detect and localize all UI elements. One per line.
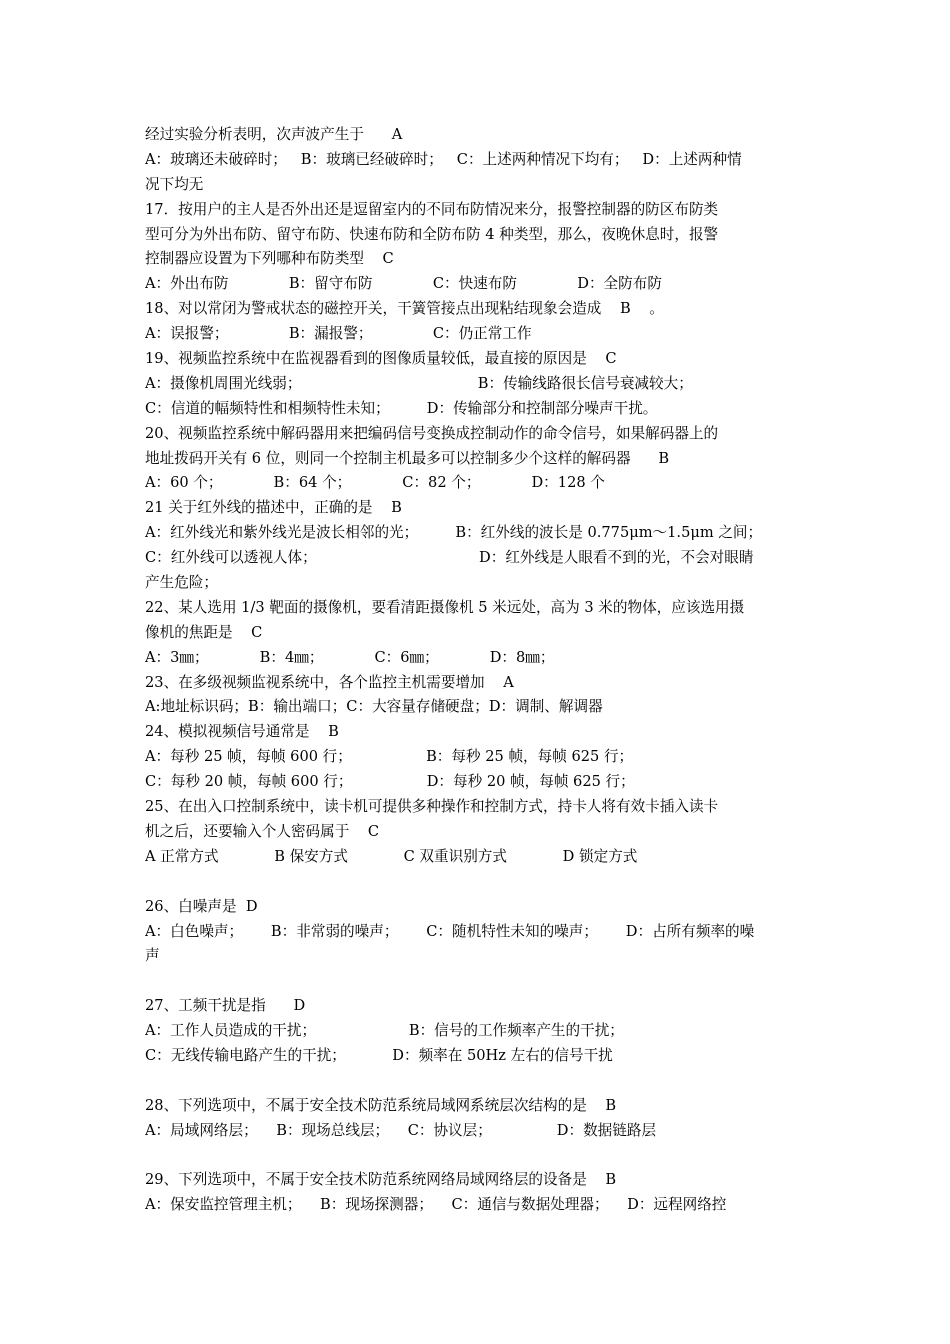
text-line: 19、视频监控系统中在监视器看到的图像质量较低，最直接的原因是 C <box>145 350 617 368</box>
text-line: A：保安监控管理主机； B：现场探测器； C：通信与数据处理器； D：远程网络控 <box>145 1196 727 1214</box>
blank-line <box>145 1144 805 1169</box>
text-line: 像机的焦距是 C <box>145 623 263 641</box>
text-line: A 正常方式 B 保安方式 C 双重识别方式 D 锁定方式 <box>145 847 638 865</box>
text-line: C：红外线可以透视人体； D：红外线是人眼看不到的光，不会对眼睛 <box>145 549 754 567</box>
text-line: A：摄像机周围光线弱； B：传输线路很长信号衰减较大； <box>145 374 693 392</box>
text-line: 24、模拟视频信号通常是 B <box>145 723 339 741</box>
text-line: 28、下列选项中，不属于安全技术防范系统局域网系统层次结构的是 B <box>145 1096 617 1114</box>
text-line: A：60 个； B：64 个； C：82 个； D：128 个 <box>145 474 605 492</box>
blank-line <box>145 969 805 994</box>
text-line: 型可分为外出布防、留守布防、快速布防和全防布防 4 种类型，那么，夜晚休息时，报警 <box>145 225 719 243</box>
text-line: C：无线传输电路产生的干扰； D：频率在 50Hz 左右的信号干扰 <box>145 1046 613 1064</box>
text-line: A：3㎜； B：4㎜； C：6㎜； D：8㎜； <box>145 648 555 666</box>
text-line: 20、视频监控系统中解码器用来把编码信号变换成控制动作的命令信号，如果解码器上的 <box>145 424 719 442</box>
text-line: A：外出布防 B：留守布防 C：快速布防 D：全防布防 <box>145 275 662 293</box>
text-line: 机之后，还要输入个人密码属于 C <box>145 822 380 840</box>
text-line: 况下均无 <box>145 175 204 193</box>
text-line: 21 关于红外线的描述中，正确的是 B <box>145 499 402 517</box>
text-line: A：局域网络层； B：现场总线层； C：协议层； D：数据链路层 <box>145 1121 657 1139</box>
text-line: C：每秒 20 帧，每帧 600 行； D：每秒 20 帧，每帧 625 行； <box>145 773 635 791</box>
text-line: 26、白噪声是 D <box>145 897 258 915</box>
text-line: 控制器应设置为下列哪种布防类型 C <box>145 250 394 268</box>
text-line: 25、在出入口控制系统中，读卡机可提供多种操作和控制方式，持卡人将有效卡插入读卡 <box>145 798 719 816</box>
text-line: 18、对以常闭为警戒状态的磁控开关，干簧管接点出现粘结现象会造成 B 。 <box>145 300 664 318</box>
text-line: A：红外线光和紫外线光是波长相邻的光； B：红外线的波长是 0.775μm～1.5μm 之间； <box>145 524 763 542</box>
text-line: A：每秒 25 帧，每帧 600 行； B：每秒 25 帧，每帧 625 行； <box>145 748 634 766</box>
text-line: 22、某人选用 1/3 靶面的摄像机，要看清距摄像机 5 米远处，高为 3 米的物体，应该选用摄 <box>145 598 745 616</box>
text-line: 经过实验分析表明，次声波产生于 A <box>145 126 403 143</box>
text-line: 声 <box>145 947 160 965</box>
text-line: 27、工频干扰是指 D <box>145 997 306 1015</box>
text-line: 23、在多级视频监视系统中，各个监控主机需要增加 A <box>145 673 514 691</box>
text-line: 29、下列选项中，不属于安全技术防范系统网络局域网络层的设备是 B <box>145 1171 617 1189</box>
text-line: 17．按用户的主人是否外出还是逗留室内的不同布防情况来分，报警控制器的防区布防类 <box>145 200 719 218</box>
text-line: C：信道的幅频特性和相频特性未知； D：传输部分和控制部分噪声干扰。 <box>145 399 658 417</box>
text-line: A：玻璃还未破碎时； B：玻璃已经破碎时； C：上述两种情况下均有； D：上述两种情 <box>145 150 742 168</box>
text-line: A：工作人员造成的干扰； B：信号的工作频率产生的干扰； <box>145 1022 624 1040</box>
text-line: A：白色噪声； B：非常弱的噪声； C：随机特性未知的噪声； D：占所有频率的噪 <box>145 922 755 940</box>
blank-line <box>145 1069 805 1094</box>
text-line: A:地址标识码；B：输出端口；C：大容量存储硬盘；D：调制、解调器 <box>145 698 603 716</box>
text-line: 产生危险； <box>145 574 218 592</box>
document-body <box>145 123 805 1218</box>
blank-line <box>145 870 805 895</box>
text-line: A：误报警； B：漏报警； C：仍正常工作 <box>145 325 532 343</box>
text-line: 地址拨码开关有 6 位，则同一个控制主机最多可以控制多少个这样的解码器 B <box>145 449 670 467</box>
